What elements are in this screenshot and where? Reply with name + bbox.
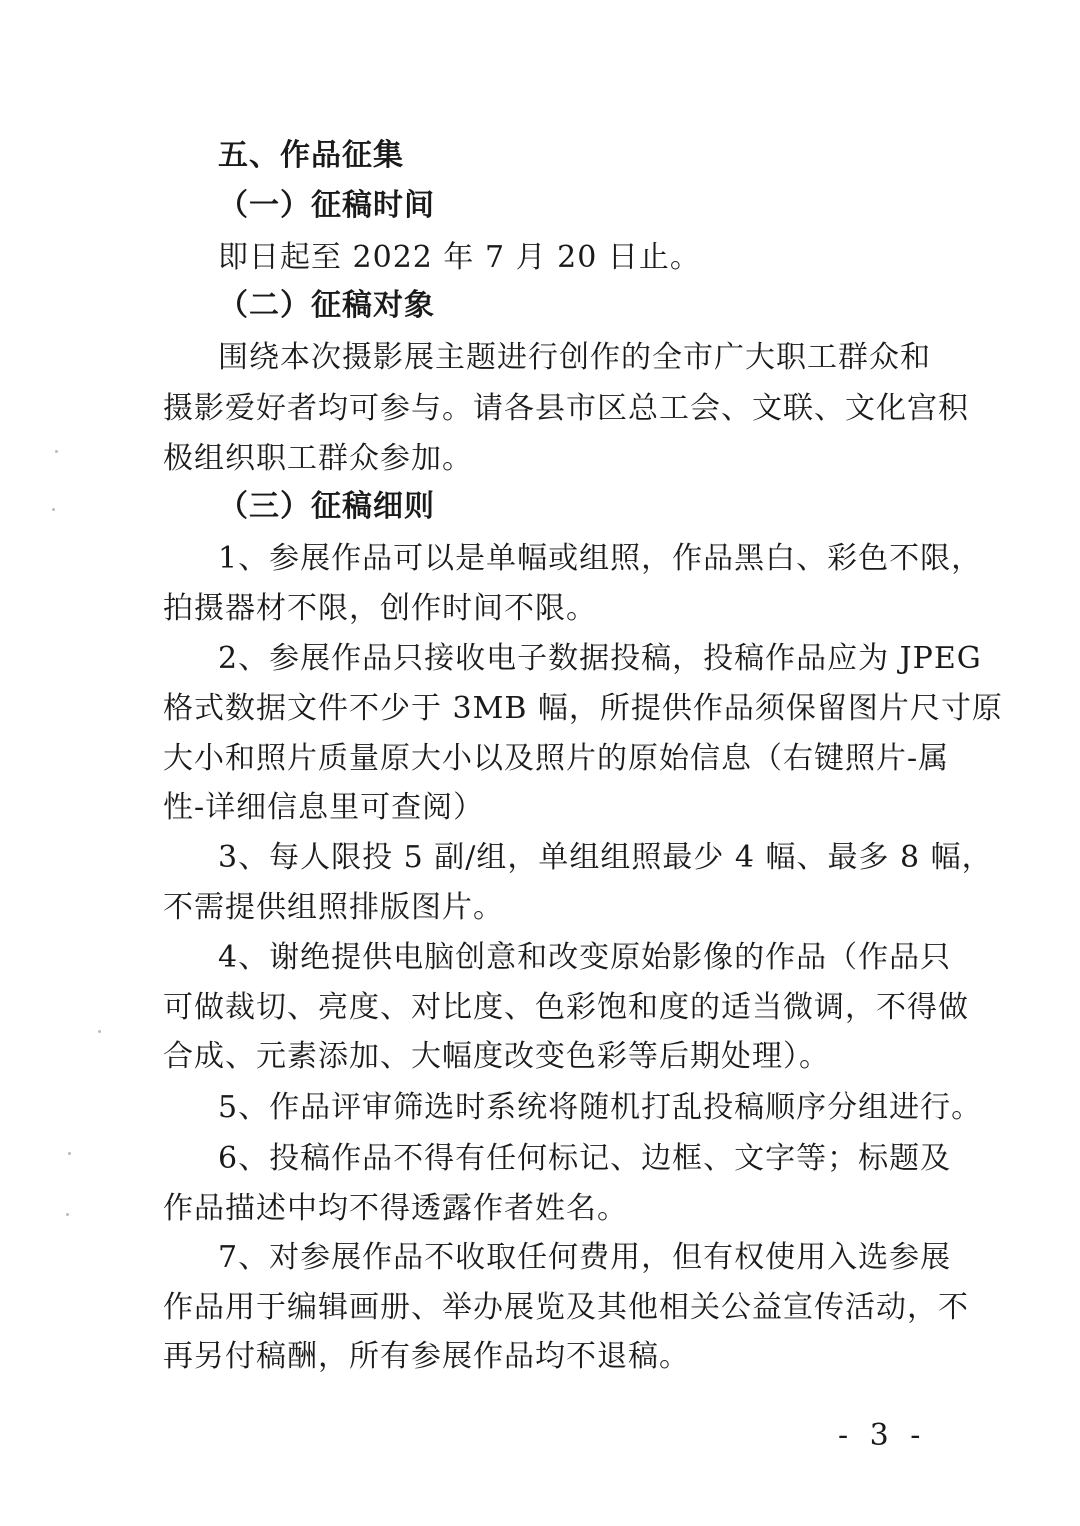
- rule-item-line: 1、参展作品可以是单幅或组照，作品黑白、彩色不限，: [218, 541, 983, 576]
- paragraph-target-line: 极组织职工群众参加。: [163, 441, 473, 476]
- paragraph-target-line: 围绕本次摄影展主题进行创作的全市广大职工群众和: [218, 340, 931, 375]
- rule-item-line: 3、每人限投 5 副/组，单组组照最少 4 幅、最多 8 幅，: [218, 840, 993, 875]
- rule-item-line: 性-详细信息里可查阅）: [163, 790, 485, 825]
- page-number: - 3 -: [838, 1418, 927, 1453]
- sub-heading-target: （二）征稿对象: [218, 288, 435, 323]
- rule-item-line: 大小和照片质量原大小以及照片的原始信息（右键照片-属: [163, 741, 950, 776]
- rule-item-line: 作品描述中均不得透露作者姓名。: [163, 1191, 628, 1226]
- rule-item-line: 拍摄器材不限，创作时间不限。: [163, 591, 597, 626]
- rule-item-line: 格式数据文件不少于 3MB 幅，所提供作品须保留图片尺寸原: [163, 691, 1003, 726]
- rule-item-line: 可做裁切、亮度、对比度、色彩饱和度的适当微调，不得做: [163, 990, 969, 1025]
- rule-item-line: 再另付稿酬，所有参展作品均不退稿。: [163, 1339, 690, 1374]
- scan-speck: [52, 508, 55, 511]
- section-title: 五、作品征集: [218, 138, 404, 173]
- rule-item-line: 4、谢绝提供电脑创意和改变原始影像的作品（作品只: [218, 940, 952, 975]
- scan-speck: [98, 1030, 101, 1033]
- rule-item-line: 2、参展作品只接收电子数据投稿，投稿作品应为 JPEG: [218, 641, 982, 676]
- rule-item-line: 合成、元素添加、大幅度改变色彩等后期处理）。: [163, 1039, 830, 1074]
- rule-item-line: 5、作品评审筛选时系统将随机打乱投稿顺序分组进行。: [218, 1090, 983, 1125]
- sub-heading-time: （一）征稿时间: [218, 188, 435, 223]
- paragraph-time: 即日起至 2022 年 7 月 20 日止。: [218, 240, 701, 275]
- rule-item-line: 不需提供组照排版图片。: [163, 890, 504, 925]
- rule-item-line: 作品用于编辑画册、举办展览及其他相关公益宣传活动，不: [163, 1290, 969, 1325]
- scan-speck: [55, 450, 58, 453]
- rule-item-line: 6、投稿作品不得有任何标记、边框、文字等；标题及: [218, 1141, 952, 1176]
- scan-speck: [68, 1152, 71, 1155]
- scan-speck: [66, 1213, 69, 1216]
- sub-heading-rules: （三）征稿细则: [218, 489, 435, 524]
- rule-item-line: 7、对参展作品不收取任何费用，但有权使用入选参展: [218, 1240, 952, 1275]
- paragraph-target-line: 摄影爱好者均可参与。请各县市区总工会、文联、文化宫积: [163, 391, 969, 426]
